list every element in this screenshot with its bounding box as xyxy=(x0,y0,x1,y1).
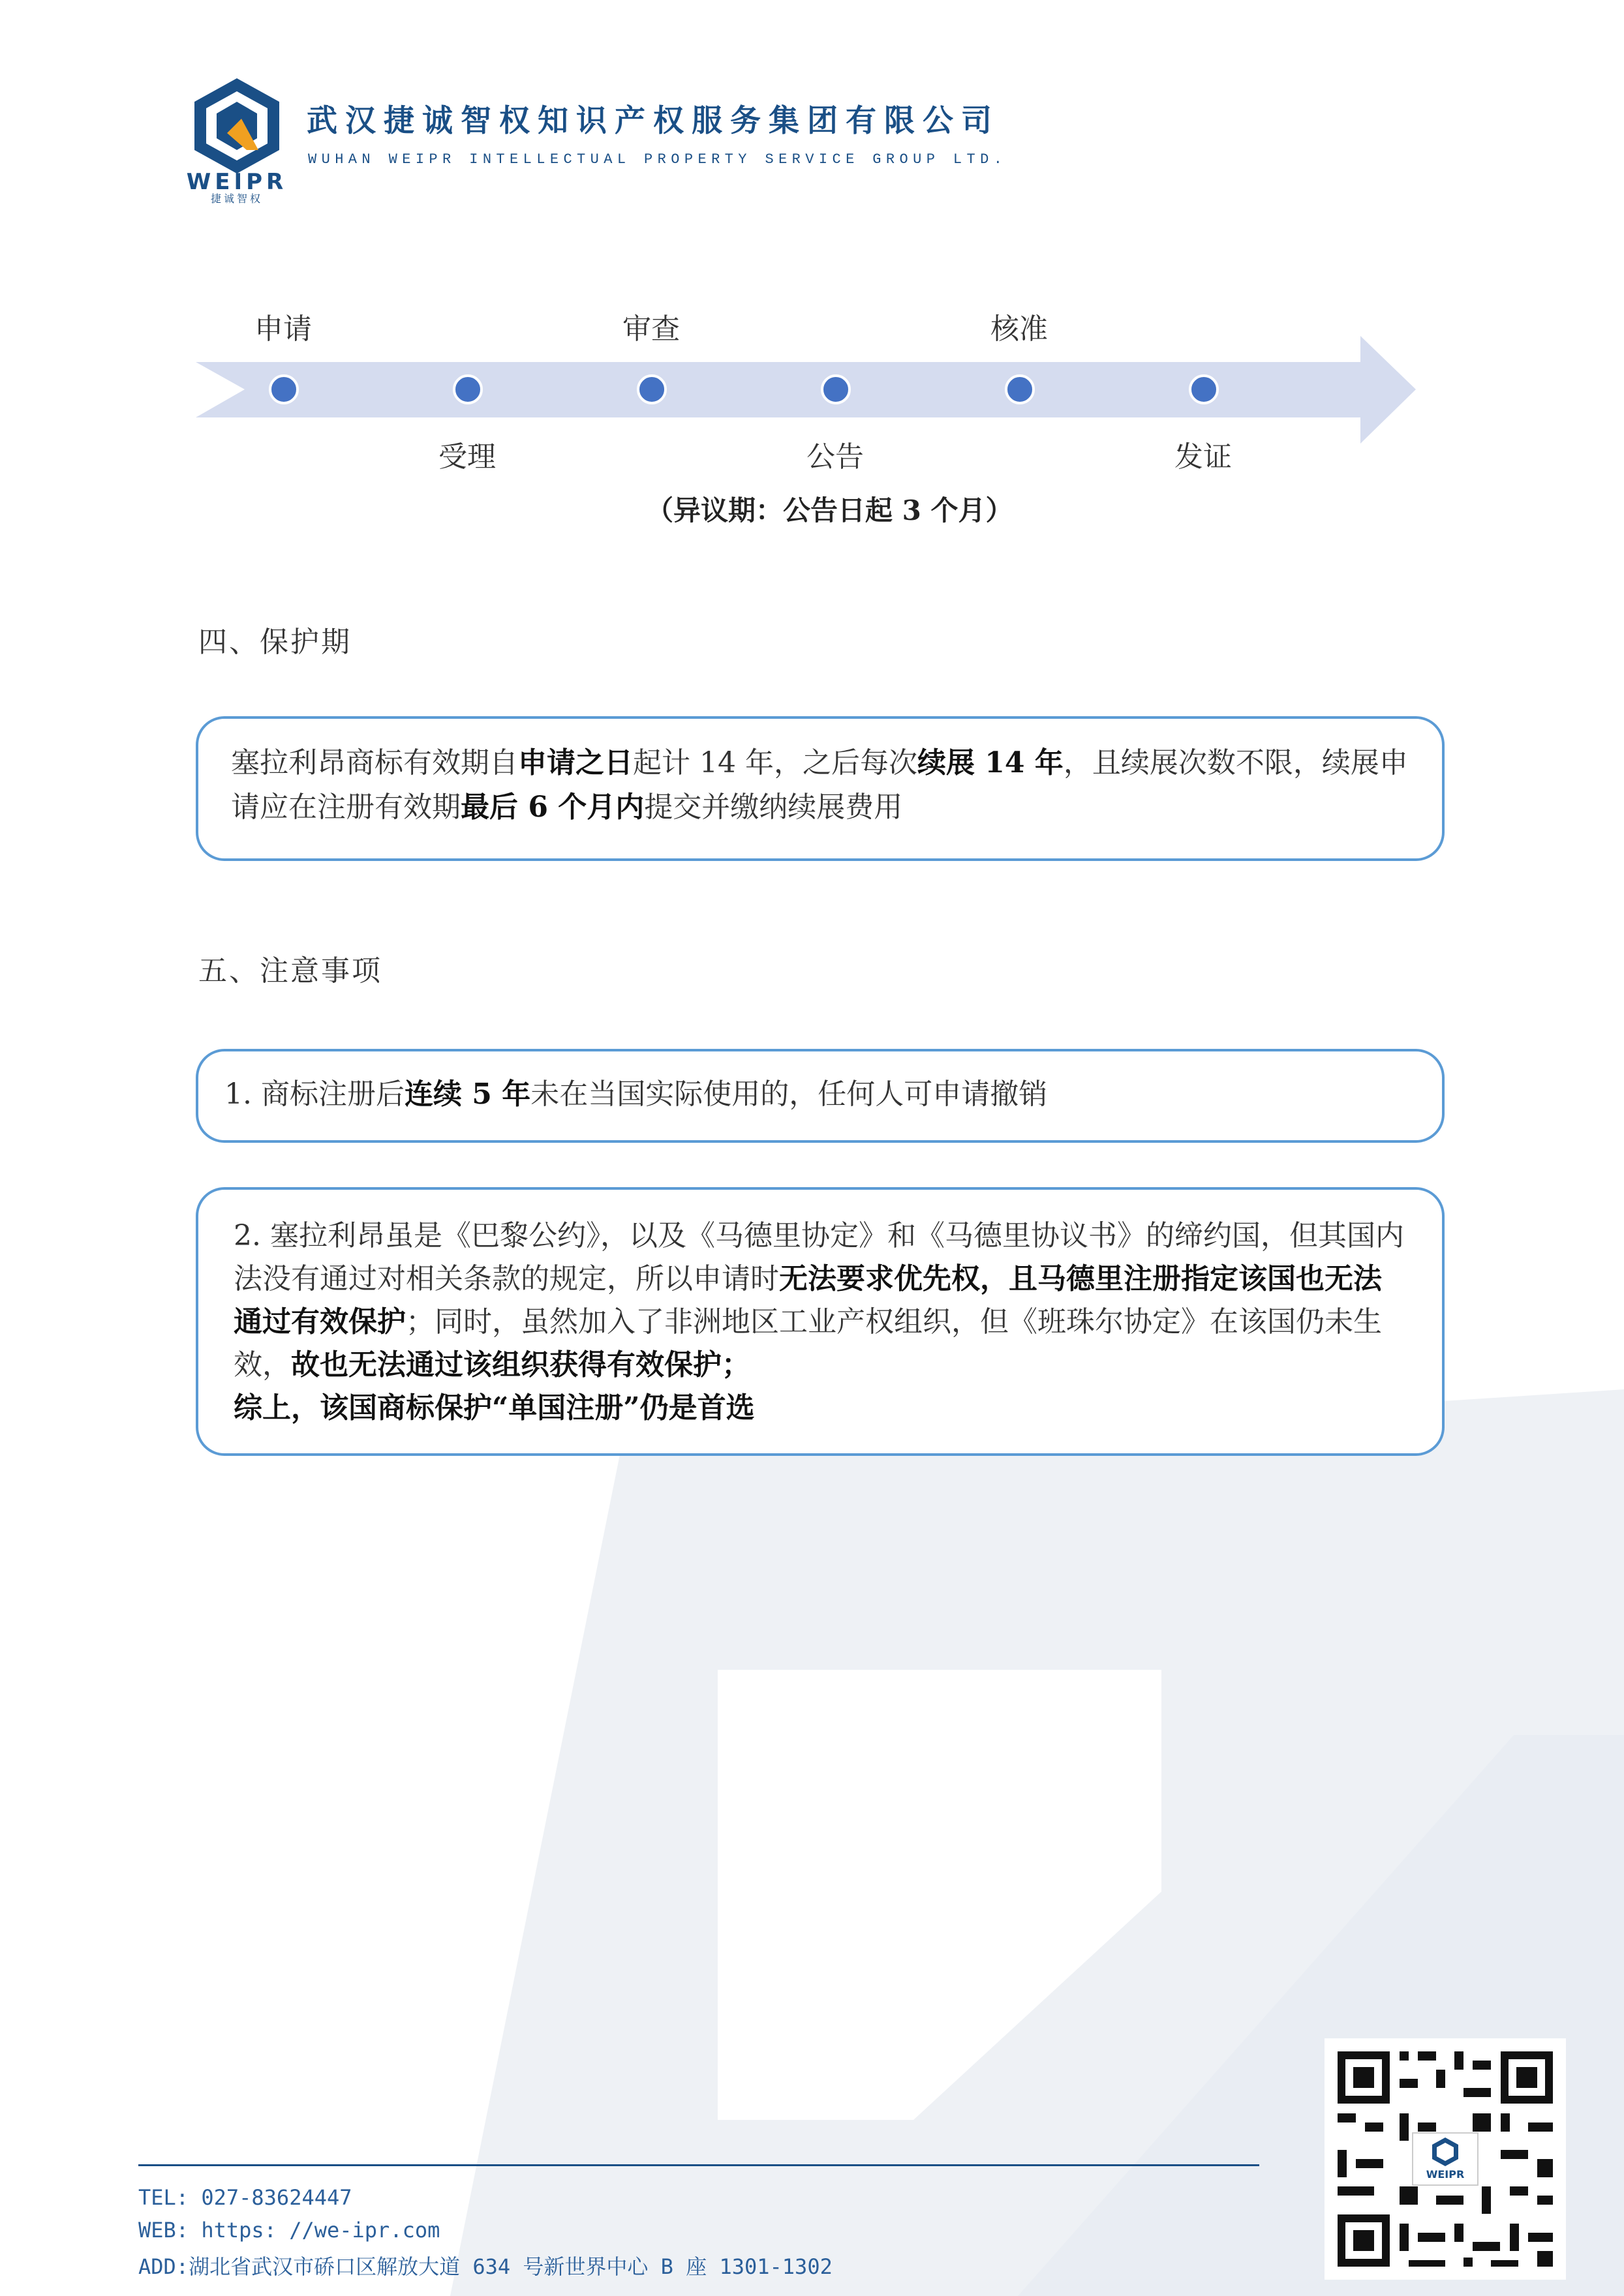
text: 2. 塞拉利昂虽是《巴黎公约》，以及《马德里协定》和《马德里协议书》的缔约国，但其国内法没有通过对相关条款的规定，所以申请时 xyxy=(234,1219,1404,1295)
company-name-cn: 武汉捷诚智权知识产权服务集团有限公司 xyxy=(307,103,1000,139)
opposition-note: （异议期：公告日起 3 个月） xyxy=(646,494,1013,526)
footer-tel: TEL: 027-83624447 xyxy=(138,2185,352,2210)
timeline-dot xyxy=(1006,376,1034,403)
stage-accept: 受理 xyxy=(438,440,496,474)
text: 未在当国实际使用的，任何人可申请撤销 xyxy=(530,1078,1048,1111)
note-box-1 xyxy=(196,1049,1445,1143)
footer-divider xyxy=(138,2164,1259,2166)
footer-web[interactable]: WEB: https: //we-ipr.com xyxy=(138,2218,440,2243)
protection-box xyxy=(196,716,1445,861)
section-title-notes: 五、注意事项 xyxy=(198,954,382,988)
text: 塞拉利昂商标有效期自 xyxy=(231,746,518,779)
note-box-2 xyxy=(196,1187,1445,1456)
text: ，且续展次数不限，续展申请应在注册有效期 xyxy=(231,746,1408,824)
text: ；同时，虽然加入了非洲地区工业产权组织，但《班珠尔协定》在该国仍未生效， xyxy=(234,1305,1382,1382)
company-name-en: WUHAN WEIPR INTELLECTUAL PROPERTY SERVICE GROUP LTD. xyxy=(308,151,1007,168)
bold-text: 无法要求优先权，且马德里注册指定该国也无法通过有效保护 xyxy=(234,1262,1382,1338)
bold-text: 综上，该国商标保护“单国注册”仍是首选 xyxy=(234,1391,755,1425)
company-logo xyxy=(181,73,292,204)
stage-approve: 核准 xyxy=(990,312,1048,346)
qr-code xyxy=(1325,2038,1566,2280)
section-title-protection: 四、保护期 xyxy=(198,626,352,659)
text: 1. 商标注册后 xyxy=(224,1078,405,1111)
timeline-dot xyxy=(822,376,850,403)
text: 提交并缴纳续展费用 xyxy=(644,791,903,824)
footer-address: ADD:湖北省武汉市硚口区解放大道 634 号新世界中心 B 座 1301-1302 xyxy=(138,2254,833,2279)
bold-text: 续展 14 年 xyxy=(917,746,1064,779)
bold-text: 连续 5 年 xyxy=(404,1078,531,1111)
stage-examine: 审查 xyxy=(622,312,680,346)
timeline-dot xyxy=(454,376,482,403)
logo-sub: 捷诚智权 xyxy=(210,192,264,204)
bold-text: 故也无法通过该组织获得有效保护； xyxy=(291,1348,750,1382)
timeline-arrow xyxy=(196,336,1416,444)
bold-text: 最后 6 个月内 xyxy=(461,791,645,824)
text: 起计 14 年，之后每次 xyxy=(633,746,917,779)
timeline-dot xyxy=(270,376,298,403)
logo-text: WEIPR xyxy=(186,169,288,195)
stage-certify: 发证 xyxy=(1174,440,1232,474)
bold-text: 申请之日 xyxy=(518,746,633,779)
timeline-dot xyxy=(1190,376,1218,403)
timeline-dot xyxy=(638,376,666,403)
qr-label: WEIPR xyxy=(1426,2168,1465,2181)
stage-publish: 公告 xyxy=(806,440,864,474)
process-timeline xyxy=(196,336,1416,444)
stage-apply: 申请 xyxy=(254,312,312,346)
